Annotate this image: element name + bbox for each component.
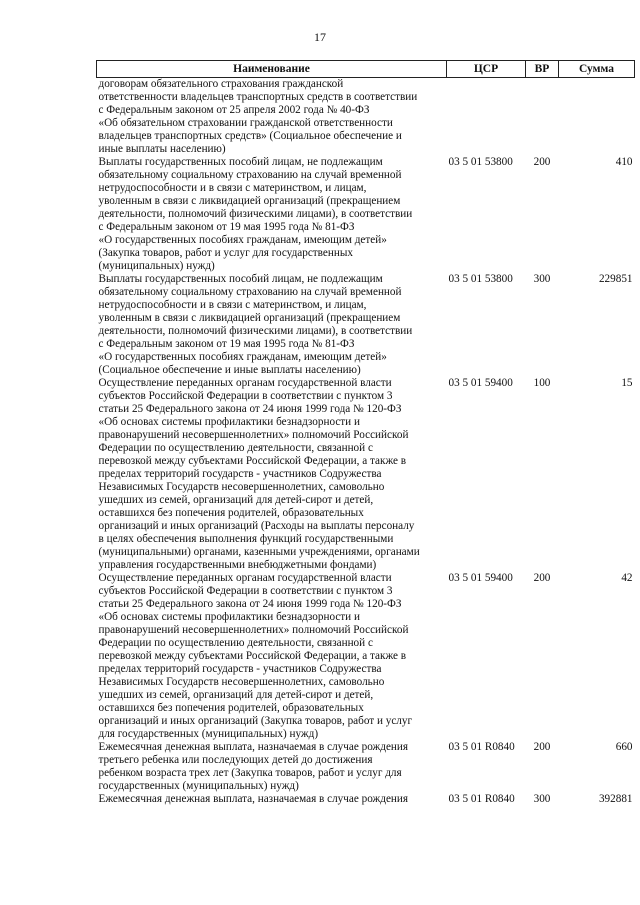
row-vr: 300 <box>533 273 551 285</box>
row-name-line: статьи 25 Федерального закона от 24 июня 1999 года № 120-ФЗ <box>98 403 402 415</box>
row-name-line: «О государственных пособиях гражданам, имеющим детей» <box>98 234 387 246</box>
row-vr: 100 <box>533 377 551 389</box>
row-name-line: Федерации по осуществлению деятельности, связанной с <box>98 442 373 454</box>
row-name-line: государственных (муниципальных) нужд) <box>98 780 299 792</box>
row-name <box>97 156 447 273</box>
row-sum <box>559 78 635 157</box>
row-name-line: нетрудоспособности и в связи с материнством, и лицам, <box>98 299 367 311</box>
row-name-line: Выплаты государственных пособий лицам, не подлежащим <box>98 156 383 168</box>
table-body <box>97 78 635 807</box>
row-name-line: организаций и иных организаций (Расходы на выплаты персоналу <box>98 520 415 532</box>
row-name-line: ответственности владельцев транспортных средств в соответствии <box>98 91 418 103</box>
row-sum: 392881 <box>598 793 633 805</box>
row-name <box>97 377 447 572</box>
table-row <box>97 273 635 377</box>
row-csr: 03 5 01 53800 <box>448 273 513 285</box>
row-name-line: договорам обязательного страхования гражданской <box>98 78 344 90</box>
row-vr: 200 <box>533 156 551 168</box>
row-name-line: субъектов Российской Федерации в соответствии с пунктом 3 <box>98 390 393 402</box>
row-csr: 03 5 01 53800 <box>448 156 513 168</box>
row-name-line: «Об обязательном страховании гражданской ответственности <box>98 117 393 129</box>
row-sum: 229851 <box>598 273 633 285</box>
row-name-line: (муниципальными) органами, казенными учреждениями, органами <box>98 546 420 558</box>
row-name-line: (Закупка товаров, работ и услуг для государственных <box>98 247 353 259</box>
page-number: 17 <box>314 30 326 44</box>
row-name <box>97 78 447 157</box>
row-name-line: «О государственных пособиях гражданам, имеющим детей» <box>98 351 387 363</box>
column-header-name: Наименование <box>97 61 447 78</box>
row-name-line: перевозкой между субъектами Российской Федерации, а также в <box>98 650 407 662</box>
row-csr: 03 5 01 R0840 <box>448 793 515 805</box>
row-name-line: нетрудоспособности и в связи с материнством, и лицам, <box>98 182 367 194</box>
row-name-line: (Социальное обеспечение и иные выплаты населению) <box>98 364 361 376</box>
row-name-line: ребенком возраста трех лет (Закупка товаров, работ и услуг для <box>98 767 402 779</box>
row-name-line: обязательному социальному страхованию на случай временной <box>98 169 402 181</box>
table-row <box>97 741 635 793</box>
row-name-line: в целях обеспечения выполнения функций государственными <box>98 533 394 545</box>
row-vr: 200 <box>533 741 551 753</box>
row-name-line: Независимых Государств несовершеннолетних, самовольно <box>98 481 385 493</box>
table-row <box>97 78 635 157</box>
row-name-line: Ежемесячная денежная выплата, назначаемая в случае рождения <box>98 741 409 753</box>
column-header-sum: Сумма <box>559 61 635 78</box>
row-name-line: субъектов Российской Федерации в соответствии с пунктом 3 <box>98 585 393 597</box>
row-name-line: иные выплаты населению) <box>98 143 226 155</box>
row-sum: 42 <box>621 572 633 584</box>
row-name-line: ушедших из семей, организаций для детей-сирот и детей, <box>98 689 374 701</box>
row-name-line: Ежемесячная денежная выплата, назначаемая в случае рождения <box>98 793 409 805</box>
row-name-line: правонарушений несовершеннолетних» полномочий Российской <box>98 429 409 441</box>
table-row <box>97 572 635 741</box>
budget-table <box>96 60 635 806</box>
row-name-line: «Об основах системы профилактики безнадзорности и <box>98 416 360 428</box>
row-name-line: для государственных (муниципальных) нужд) <box>98 728 319 740</box>
row-name-line: оставшихся без попечения родителей, образовательных <box>98 507 364 519</box>
row-name-line: обязательному социальному страхованию на случай временной <box>98 286 402 298</box>
column-header-csr: ЦСР <box>447 61 526 78</box>
table-row <box>97 793 635 806</box>
row-sum: 660 <box>615 741 633 753</box>
row-name-line: пределах территорий государств - участников Содружества <box>98 663 382 675</box>
table-header-row <box>97 61 635 78</box>
row-name-line: деятельности, полномочий физическими лицами), в соответствии <box>98 325 413 337</box>
row-name-line: владельцев транспортных средств» (Социальное обеспечение и <box>98 130 402 142</box>
row-name-line: Независимых Государств несовершеннолетних, самовольно <box>98 676 385 688</box>
row-name-line: с Федеральным законом от 19 мая 1995 года № 81-ФЗ <box>98 338 355 350</box>
row-name-line: управления государственными внебюджетными фондами) <box>98 559 377 571</box>
row-name-line: Федерации по осуществлению деятельности, связанной с <box>98 637 373 649</box>
row-csr <box>447 78 526 157</box>
row-name <box>97 273 447 377</box>
row-name-line: с Федеральным законом от 25 апреля 2002 года № 40-ФЗ <box>98 104 370 116</box>
row-name-line: Осуществление переданных органам государственной власти <box>98 377 392 389</box>
row-sum: 410 <box>615 156 633 168</box>
row-name-line: пределах территорий государств - участников Содружества <box>98 468 382 480</box>
row-name <box>97 793 447 806</box>
row-name-line: (муниципальных) нужд) <box>98 260 215 272</box>
row-name-line: перевозкой между субъектами Российской Федерации, а также в <box>98 455 407 467</box>
row-name-line: с Федеральным законом от 19 мая 1995 года № 81-ФЗ <box>98 221 355 233</box>
row-name-line: «Об основах системы профилактики безнадзорности и <box>98 611 360 623</box>
row-vr: 300 <box>533 793 551 805</box>
row-name-line: уволенным в связи с ликвидацией организаций (прекращением <box>98 195 401 207</box>
row-name-line: уволенным в связи с ликвидацией организаций (прекращением <box>98 312 401 324</box>
table-row <box>97 156 635 273</box>
column-header-vr: ВР <box>526 61 559 78</box>
row-csr: 03 5 01 59400 <box>448 572 513 584</box>
row-name-line: правонарушений несовершеннолетних» полномочий Российской <box>98 624 409 636</box>
row-sum: 15 <box>621 377 633 389</box>
row-name-line: ушедших из семей, организаций для детей-сирот и детей, <box>98 494 374 506</box>
row-name <box>97 572 447 741</box>
row-csr: 03 5 01 59400 <box>448 377 513 389</box>
row-name-line: организаций и иных организаций (Закупка товаров, работ и услуг <box>98 715 413 727</box>
table-row <box>97 377 635 572</box>
row-name-line: оставшихся без попечения родителей, образовательных <box>98 702 364 714</box>
row-name-line: статьи 25 Федерального закона от 24 июня 1999 года № 120-ФЗ <box>98 598 402 610</box>
row-csr: 03 5 01 R0840 <box>448 741 515 753</box>
row-name-line: Осуществление переданных органам государственной власти <box>98 572 392 584</box>
row-vr: 200 <box>533 572 551 584</box>
row-name <box>97 741 447 793</box>
row-vr <box>526 78 559 157</box>
row-name-line: деятельности, полномочий физическими лицами), в соответствии <box>98 208 413 220</box>
row-name-line: Выплаты государственных пособий лицам, не подлежащим <box>98 273 383 285</box>
row-name-line: третьего ребенка или последующих детей до достижения <box>98 754 373 766</box>
